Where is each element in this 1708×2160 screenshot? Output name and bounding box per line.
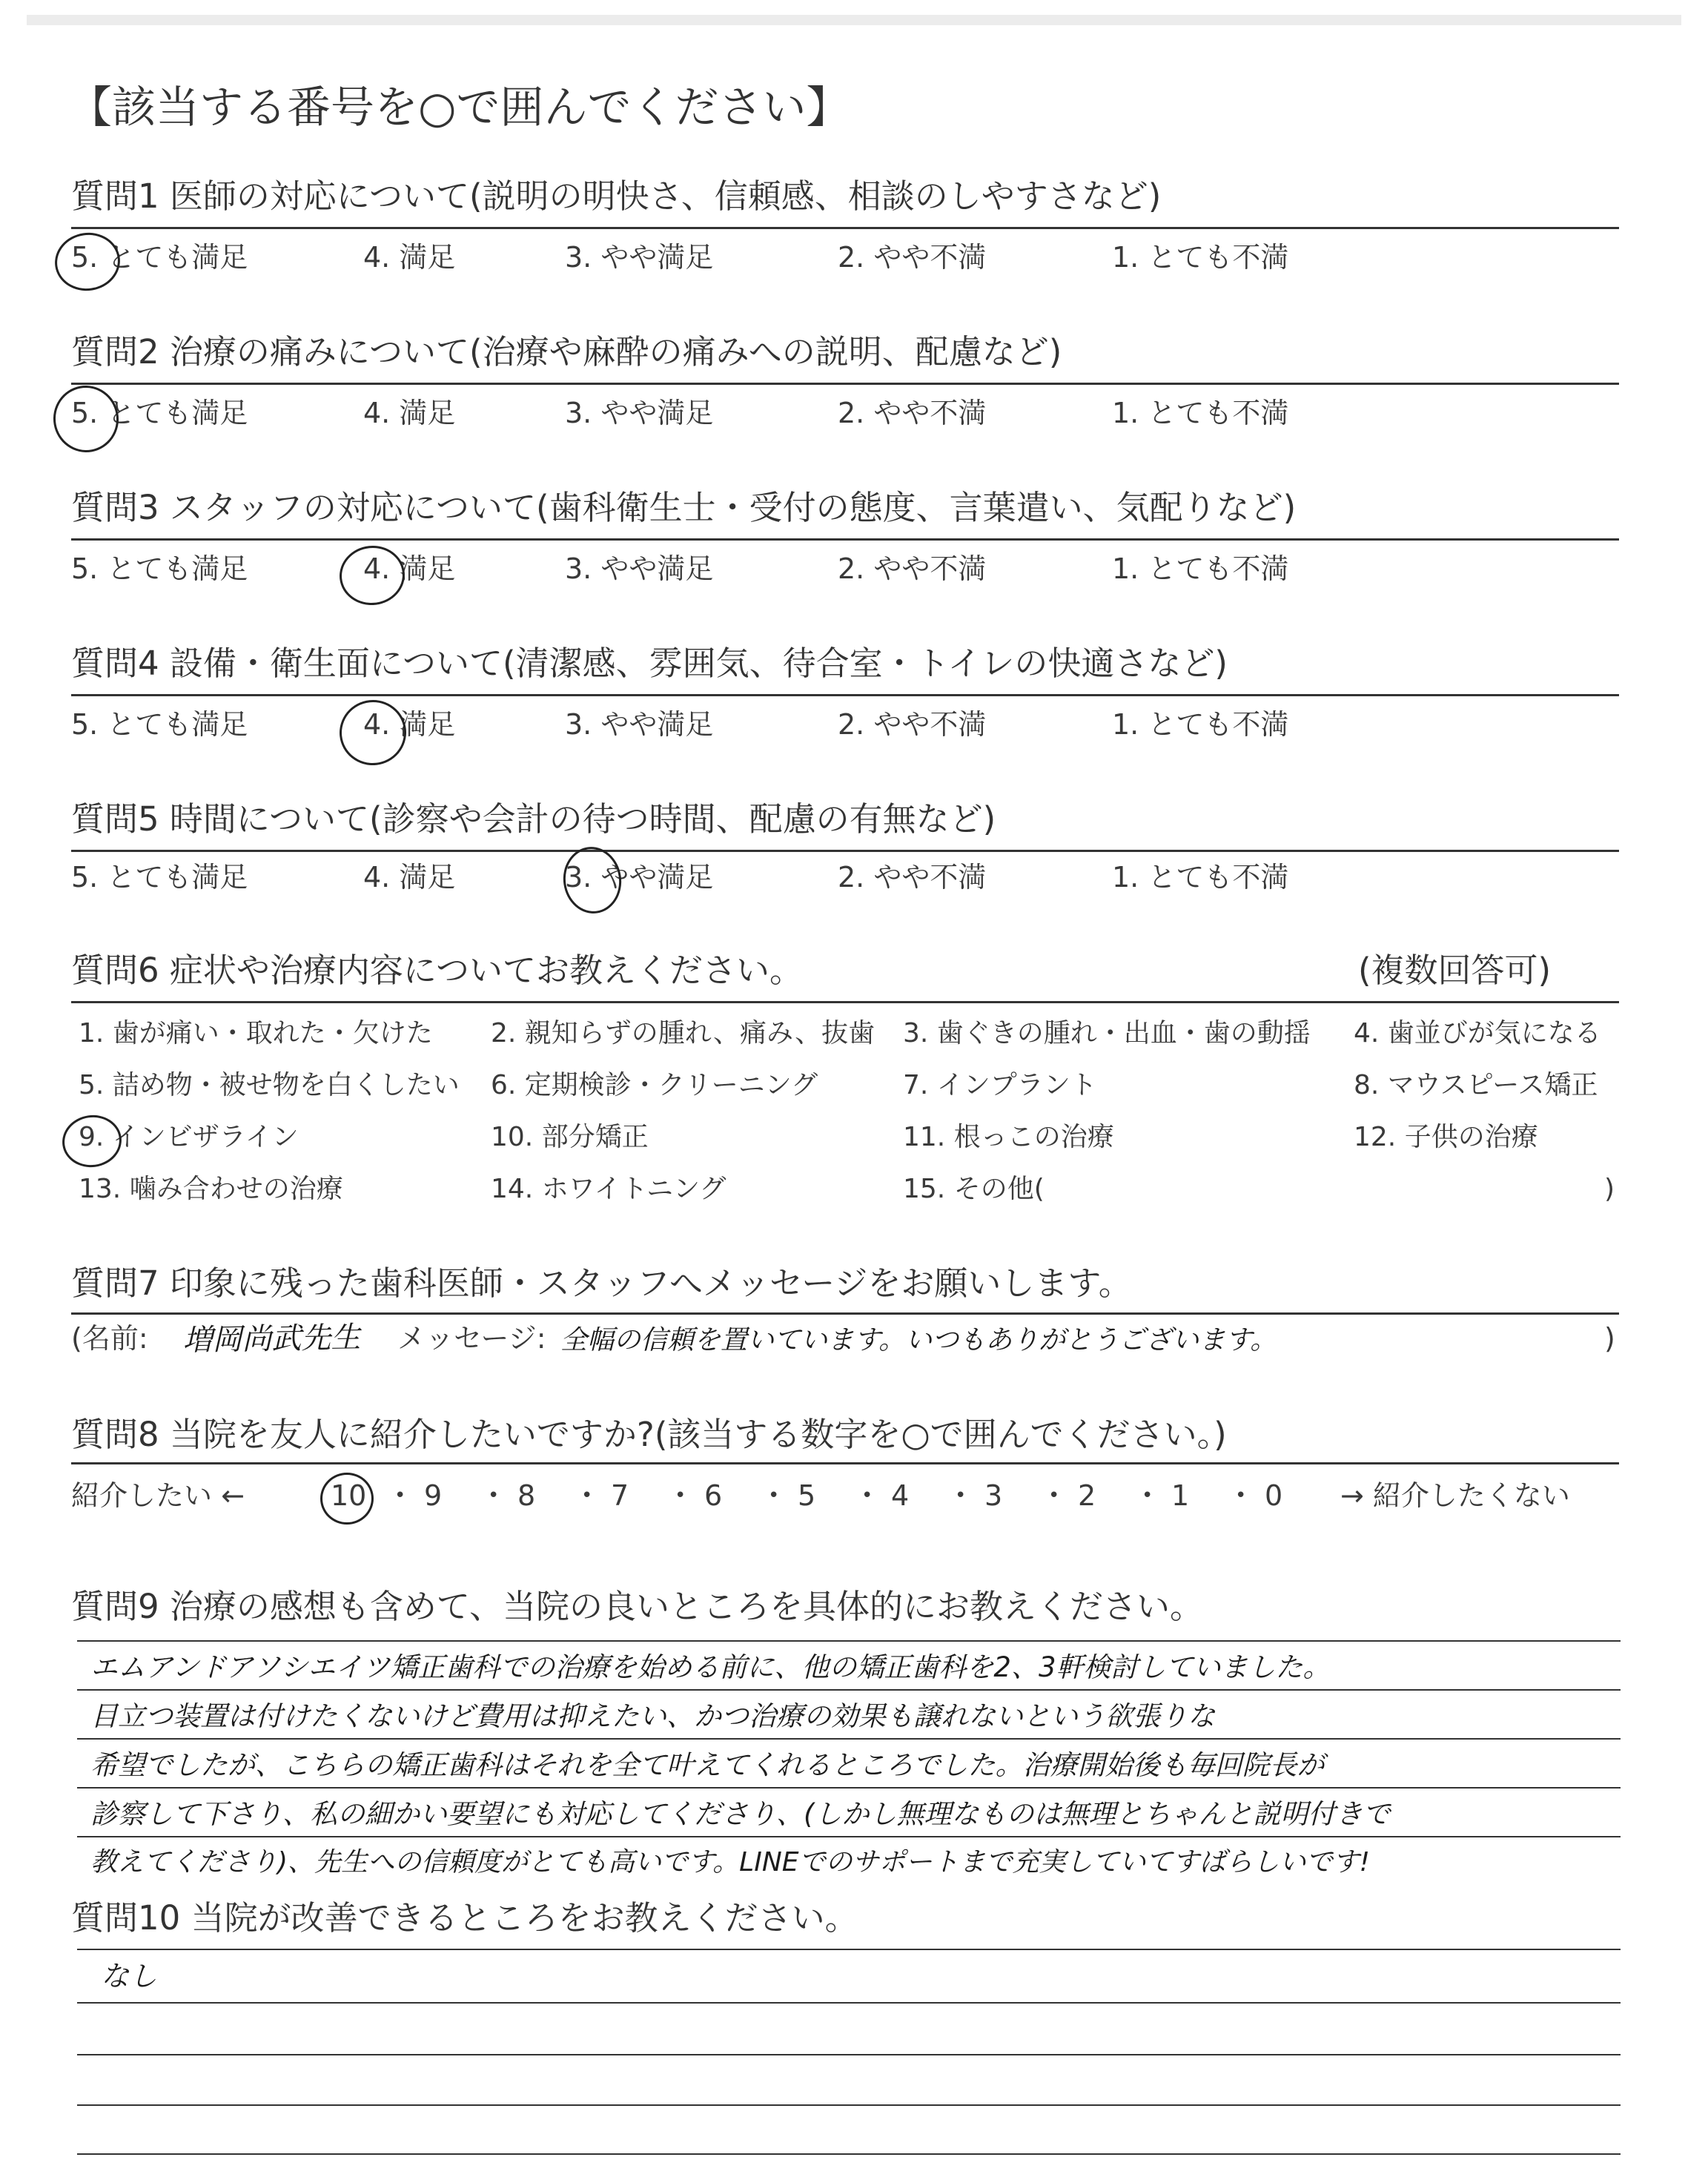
q3-option-2[interactable]: 2. やや不満 <box>838 552 987 585</box>
q8-scale-1[interactable]: 1 <box>1171 1479 1190 1512</box>
question-8-title: 質問8 当院を友人に紹介したいですか?(該当する数字を○で囲んでください。) <box>71 1415 1227 1454</box>
question-1-rule <box>71 227 1619 229</box>
q2-option-4[interactable]: 4. 満足 <box>363 397 456 429</box>
q10-rule-3 <box>77 2054 1621 2055</box>
q6-option-14[interactable]: 14. ホワイトニング <box>491 1174 726 1204</box>
q6-option-12[interactable]: 12. 子供の治療 <box>1354 1122 1538 1152</box>
q6-option-8[interactable]: 8. マウスピース矯正 <box>1354 1070 1598 1100</box>
q8-scale-2[interactable]: 2 <box>1078 1479 1096 1512</box>
q8-scale-separator: • <box>488 1484 500 1507</box>
q6-option-6[interactable]: 6. 定期検診・クリーニング <box>491 1070 818 1100</box>
question-4-rule <box>71 694 1619 696</box>
q4-option-2[interactable]: 2. やや不満 <box>838 708 987 741</box>
q5-option-5[interactable]: 5. とても満足 <box>71 861 248 894</box>
q10-rule-2 <box>77 2002 1621 2004</box>
q5-option-4[interactable]: 4. 満足 <box>363 861 456 894</box>
q6-option-3[interactable]: 3. 歯ぐきの腫れ・出血・歯の動揺 <box>903 1018 1311 1048</box>
q9-answer-line-5[interactable]: 教えてくださり)、先生への信頼度がとても高いです。LINEでのサポートまで充実していてすばらしいです! <box>90 1847 1370 1877</box>
question-3-title: 質問3 スタッフの対応について(歯科衛生士・受付の態度、言葉遣い、気配りなど) <box>71 488 1297 527</box>
q1-option-4[interactable]: 4. 満足 <box>363 241 456 274</box>
q5-option-1[interactable]: 1. とても不満 <box>1112 861 1289 894</box>
question-3-rule <box>71 538 1619 541</box>
q1-option-2[interactable]: 2. やや不満 <box>838 241 987 274</box>
q9-rule-1 <box>77 1640 1621 1642</box>
q1-selection-circle <box>51 228 124 294</box>
q8-scale-9[interactable]: 9 <box>424 1479 443 1512</box>
q8-left-label: 紹介したい ← <box>71 1479 245 1512</box>
q4-option-5[interactable]: 5. とても満足 <box>71 708 248 741</box>
q4-option-1[interactable]: 1. とても不満 <box>1112 708 1289 741</box>
q8-scale-separator: • <box>861 1484 873 1507</box>
q7-name-value[interactable]: 増岡尚武先生 <box>182 1320 361 1358</box>
q3-option-3[interactable]: 3. やや満足 <box>565 552 714 585</box>
q8-scale-separator: • <box>955 1484 967 1507</box>
q6-option-11[interactable]: 11. 根っこの治療 <box>903 1122 1114 1152</box>
question-10-title: 質問10 当院が改善できるところをお教えください。 <box>71 1898 858 1938</box>
q9-rule-4 <box>77 1787 1621 1789</box>
q3-option-4[interactable]: 4. 満足 <box>363 552 456 585</box>
q8-scale-0[interactable]: 0 <box>1265 1479 1283 1512</box>
q8-right-label: → 紹介したくない <box>1340 1479 1570 1512</box>
q6-option-5[interactable]: 5. 詰め物・被せ物を白くしたい <box>79 1070 460 1100</box>
q8-scale-separator: • <box>1235 1484 1247 1507</box>
q8-scale-7[interactable]: 7 <box>611 1479 629 1512</box>
q8-scale-6[interactable]: 6 <box>704 1479 723 1512</box>
q2-option-5[interactable]: 5. とても満足 <box>71 397 248 429</box>
question-6-note: (複数回答可) <box>1358 951 1552 990</box>
q2-selection-circle <box>48 380 124 458</box>
q8-selection-circle <box>320 1473 374 1525</box>
q8-scale-separator: • <box>768 1484 780 1507</box>
q6-option-15[interactable]: 15. その他( <box>903 1174 1045 1204</box>
q8-scale-separator: • <box>581 1484 593 1507</box>
q7-name-label: (名前: <box>71 1322 148 1355</box>
q2-option-3[interactable]: 3. やや満足 <box>565 397 714 429</box>
q9-answer-line-3[interactable]: 希望でしたが、こちらの矯正歯科はそれを全て叶えてくれるところでした。治療開始後も毎回院長が <box>90 1749 1325 1781</box>
question-4-title: 質問4 設備・衛生面について(清潔感、雰囲気、待合室・トイレの快適さなど) <box>71 644 1228 683</box>
q4-option-4[interactable]: 4. 満足 <box>363 708 456 741</box>
q9-answer-line-2[interactable]: 目立つ装置は付けたくないけど費用は抑えたい、かつ治療の効果も譲れないという欲張りな <box>90 1700 1215 1732</box>
q6-option-10[interactable]: 10. 部分矯正 <box>491 1122 649 1152</box>
q6-option-7[interactable]: 7. インプラント <box>903 1070 1097 1100</box>
q2-option-2[interactable]: 2. やや不満 <box>838 397 987 429</box>
q1-option-5[interactable]: 5. とても満足 <box>71 241 248 274</box>
q6-option-4[interactable]: 4. 歯並びが気になる <box>1354 1018 1601 1048</box>
q9-answer-line-4[interactable]: 診察して下さり、私の細かい要望にも対応してくださり、(しかし無理なものは無理とちゃんと説明付きで <box>90 1798 1391 1830</box>
question-6-title: 質問6 症状や治療内容についてお教えください。 <box>71 951 804 990</box>
q8-scale-separator: • <box>1048 1484 1060 1507</box>
q6-selection-circle <box>59 1112 125 1171</box>
question-5-rule <box>71 850 1619 852</box>
q5-option-3[interactable]: 3. やや満足 <box>565 861 714 894</box>
question-9-title: 質問9 治療の感想も含めて、当院の良いところを具体的にお教えください。 <box>71 1587 1204 1626</box>
q10-rule-4 <box>77 2104 1621 2106</box>
q2-option-1[interactable]: 1. とても不満 <box>1112 397 1289 429</box>
q6-option-9[interactable]: 9. インビザライン <box>79 1122 299 1152</box>
q9-rule-3 <box>77 1738 1621 1740</box>
q8-scale-4[interactable]: 4 <box>891 1479 910 1512</box>
question-7-rule <box>71 1312 1619 1315</box>
q8-scale-separator: • <box>394 1484 406 1507</box>
q8-scale-separator: • <box>675 1484 686 1507</box>
q7-message-label: メッセージ: <box>397 1322 546 1355</box>
q6-option-1[interactable]: 1. 歯が痛い・取れた・欠けた <box>79 1018 433 1048</box>
q3-option-1[interactable]: 1. とても不満 <box>1112 552 1289 585</box>
q8-scale-separator: • <box>1142 1484 1153 1507</box>
q10-answer[interactable]: なし <box>101 1960 158 1992</box>
question-5-title: 質問5 時間について(診察や会計の待つ時間、配慮の有無など) <box>71 799 996 839</box>
q10-rule-1 <box>77 1949 1621 1950</box>
q4-option-3[interactable]: 3. やや満足 <box>565 708 714 741</box>
question-1-title: 質問1 医師の対応について(説明の明快さ、信頼感、相談のしやすさなど) <box>71 176 1162 216</box>
q9-rule-2 <box>77 1689 1621 1691</box>
q7-message-value[interactable]: 全幅の信頼を置いています。いつもありがとうございます。 <box>560 1325 1277 1355</box>
q6-option-15-close: ) <box>1604 1174 1615 1204</box>
q7-close-paren: ) <box>1604 1322 1615 1355</box>
q8-scale-3[interactable]: 3 <box>984 1479 1003 1512</box>
q3-option-5[interactable]: 5. とても満足 <box>71 552 248 585</box>
question-8-rule <box>71 1462 1619 1464</box>
q5-option-2[interactable]: 2. やや不満 <box>838 861 987 894</box>
q6-option-2[interactable]: 2. 親知らずの腫れ、痛み、抜歯 <box>491 1018 875 1048</box>
q8-scale-5[interactable]: 5 <box>798 1479 816 1512</box>
q8-scale-10[interactable]: 10 <box>331 1479 367 1512</box>
page-heading: 【該当する番号を○で囲んでください】 <box>68 82 850 133</box>
question-2-title: 質問2 治療の痛みについて(治療や麻酔の痛みへの説明、配慮など) <box>71 332 1062 371</box>
q8-scale-8[interactable]: 8 <box>517 1479 536 1512</box>
q6-option-13[interactable]: 13. 噛み合わせの治療 <box>79 1174 343 1204</box>
q1-option-3[interactable]: 3. やや満足 <box>565 241 714 274</box>
q5-selection-circle <box>559 843 626 917</box>
q10-rule-5 <box>77 2153 1621 2155</box>
q9-answer-line-1[interactable]: エムアンドアソシエイツ矯正歯科での治療を始める前に、他の矯正歯科を2、3軒検討していました。 <box>90 1651 1331 1683</box>
q9-rule-5 <box>77 1836 1621 1837</box>
question-6-rule <box>71 1001 1619 1003</box>
question-7-title: 質問7 印象に残った歯科医師・スタッフへメッセージをお願いします。 <box>71 1264 1132 1303</box>
question-2-rule <box>71 383 1619 385</box>
q1-option-1[interactable]: 1. とても不満 <box>1112 241 1289 274</box>
scan-edge <box>27 15 1681 25</box>
